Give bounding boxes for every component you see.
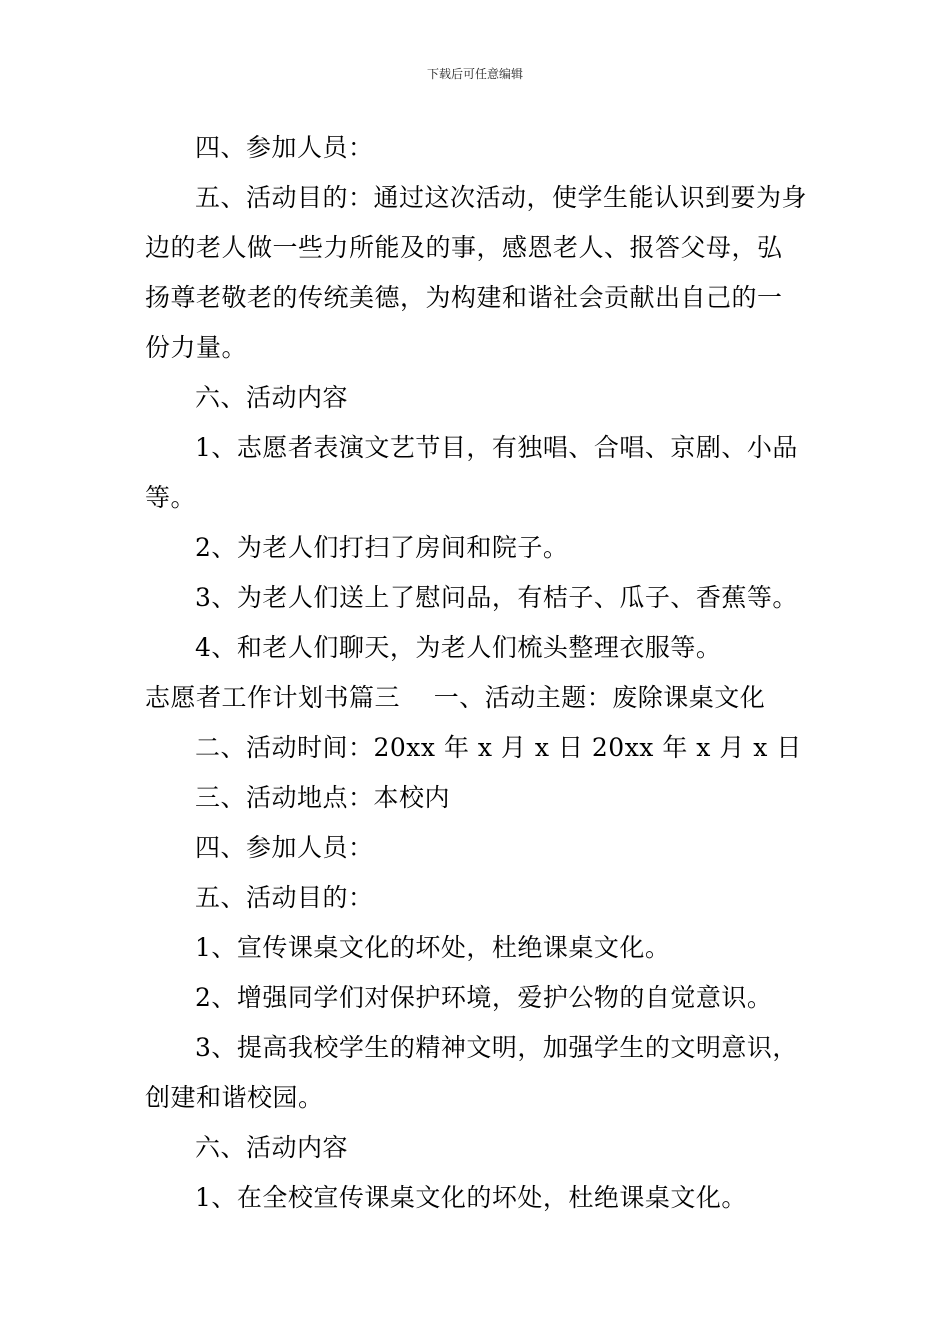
paragraph-purpose-item-3: 3、提高我校学生的精神文明，加强学生的文明意识，创建和谐校园。 bbox=[145, 1033, 798, 1112]
paragraph-time: 二、活动时间：20xx 年 x 月 x 日 20xx 年 x 月 x 日 bbox=[195, 733, 802, 762]
paragraph-purpose-item-1: 1、宣传课桌文化的坏处，杜绝课桌文化。 bbox=[195, 933, 671, 962]
paragraph-purpose-item-2: 2、增强同学们对保护环境，爱护公物的自觉意识。 bbox=[195, 983, 773, 1012]
paragraph-item-2: 2、为老人们打扫了房间和院子。 bbox=[195, 533, 569, 562]
paragraph-item-3: 3、为老人们送上了慰问品，有桔子、瓜子、香蕉等。 bbox=[195, 583, 798, 612]
paragraph-purpose: 五、活动目的：通过这次活动，使学生能认识到要为身边的老人做一些力所能及的事，感恩老人、报答父母，弘扬尊老敬老的传统美德，为构建和谐社会贡献出自己的一份力量。 bbox=[145, 183, 808, 362]
paragraph-content-item-1: 1、在全校宣传课桌文化的坏处，杜绝课桌文化。 bbox=[195, 1183, 747, 1212]
paragraph-content-heading: 六、活动内容 bbox=[195, 383, 349, 412]
paragraph-participants-2: 四、参加人员： bbox=[195, 833, 374, 862]
paragraph-participants: 四、参加人员： bbox=[195, 133, 374, 162]
paragraph-item-1: 1、志愿者表演文艺节目，有独唱、合唱、京剧、小品等。 bbox=[145, 433, 798, 512]
document-body bbox=[145, 123, 807, 1223]
paragraph-purpose-2: 五、活动目的： bbox=[195, 883, 374, 912]
paragraph-item-4: 4、和老人们聊天，为老人们梳头整理衣服等。 bbox=[195, 633, 722, 662]
paragraph-content-heading-2: 六、活动内容 bbox=[195, 1133, 349, 1162]
page-header: 下载后可任意编辑 bbox=[426, 67, 523, 81]
paragraph-location: 三、活动地点：本校内 bbox=[195, 783, 451, 812]
section-heading-part-three: 志愿者工作计划书篇三 一、活动主题：废除课桌文化 bbox=[145, 683, 766, 712]
